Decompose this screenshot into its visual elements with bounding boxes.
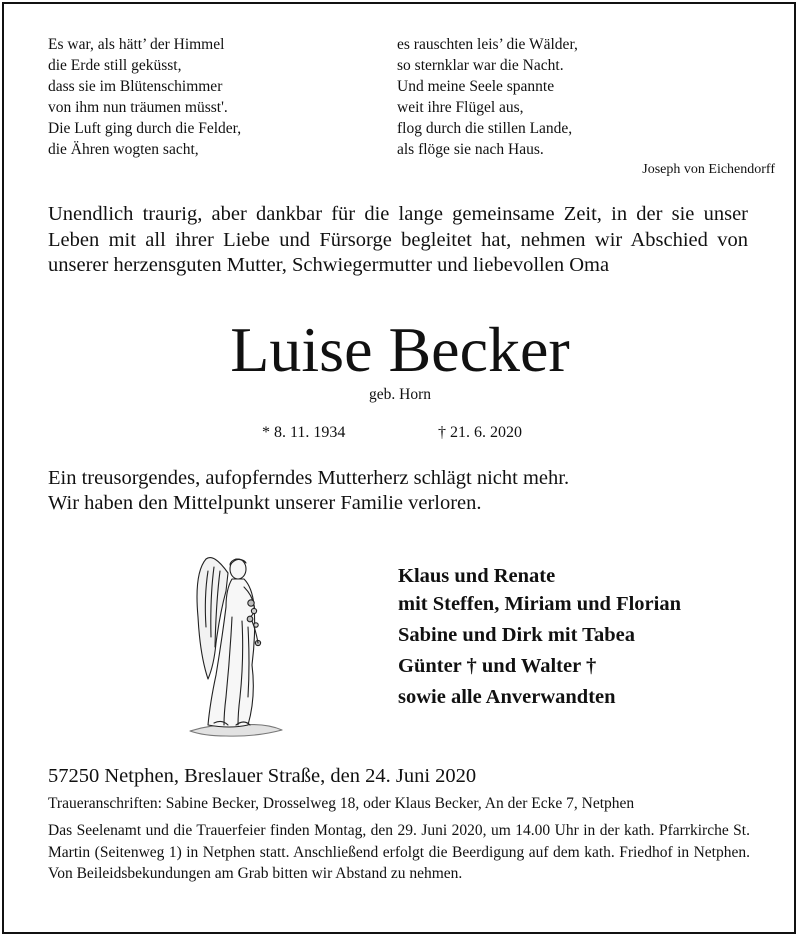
poem-line: dass sie im Blütenschimmer <box>48 78 223 95</box>
family-signatures <box>398 563 681 713</box>
poem-right-column <box>397 34 578 160</box>
poem-line: so sternklar war die Nacht. <box>397 57 564 74</box>
heart-text <box>48 466 569 516</box>
family-line: Sabine und Dirk mit Tabea <box>398 624 635 646</box>
family-line: Günter † und Walter † <box>398 655 597 677</box>
funeral-details: Das Seelenamt und die Trauerfeier finden Montag, den 29. Juni 2020, um 14.00 Uhr in der kath. Pfarrkirche St. Martin (Seitenweg 1) in Netphen statt. Anschließend erfolgt die Beerdigung auf dem kath. Friedhof in Netphen. Von Beileidsbekundungen am Grab bitten wir Abstand zu nehmen. <box>48 822 750 882</box>
birth-name: geb. Horn <box>369 386 431 403</box>
poem-line: die Ähren wogten sacht, <box>48 141 199 158</box>
mourning-addresses: Traueranschriften: Sabine Becker, Drosselweg 18, oder Klaus Becker, An der Ecke 7, Netphen <box>48 795 635 812</box>
place-and-date: 57250 Netphen, Breslauer Straße, den 24. Juni 2020 <box>48 765 477 787</box>
poem-line: weit ihre Flügel aus, <box>397 99 524 116</box>
deceased-name: Luise Becker <box>230 314 570 385</box>
poem-author: Joseph von Eichendorff <box>642 162 775 177</box>
poem-line: von ihm nun träumen müsst'. <box>48 99 228 116</box>
poem-line: Die Luft ging durch die Felder, <box>48 120 242 137</box>
poem-line: als flöge sie nach Haus. <box>397 141 544 158</box>
poem-left-column <box>48 34 241 160</box>
heart-line: Wir haben den Mittelpunkt unserer Familie verloren. <box>48 492 482 514</box>
heart-line: Ein treusorgendes, aufopferndes Mutterherz schlägt nicht mehr. <box>48 467 570 489</box>
family-line: mit Steffen, Miriam und Florian <box>398 593 681 615</box>
poem-line: es rauschten leis’ die Wälder, <box>397 36 578 53</box>
poem-line: flog durch die stillen Lande, <box>397 120 573 137</box>
poem-line: Und meine Seele spannte <box>397 78 555 95</box>
intro-paragraph: Unendlich traurig, aber dankbar für die lange gemeinsame Zeit, in der sie unser Leben mit all ihrer Liebe und Fürsorge begleitet hat, nehmen wir Abschied von unserer herzensguten Mutter, Schwiegermutter und liebevollen Oma <box>48 203 748 276</box>
family-line: Klaus und Renate <box>398 565 556 587</box>
angel-statue-icon <box>186 547 286 739</box>
poem-line: die Erde still geküsst, <box>48 57 182 74</box>
birth-date: * 8. 11. 1934 <box>262 424 346 441</box>
poem-line: Es war, als hätt’ der Himmel <box>48 36 225 53</box>
family-line: sowie alle Anverwandten <box>398 686 616 708</box>
death-date: † 21. 6. 2020 <box>438 424 522 441</box>
